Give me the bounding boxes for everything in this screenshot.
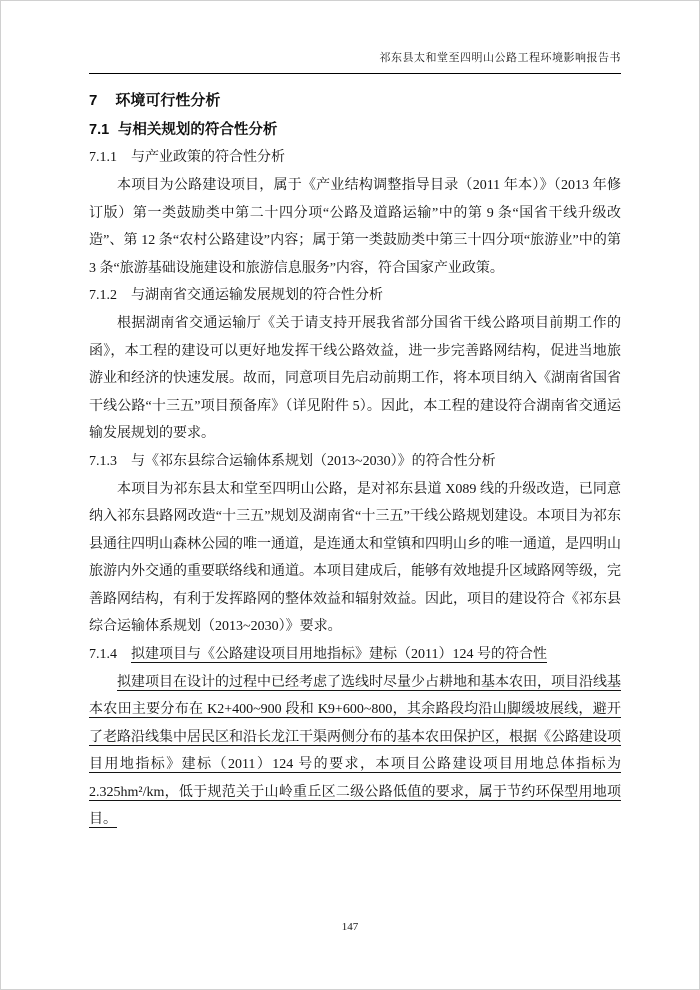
chapter-heading xyxy=(89,88,621,114)
running-doc-title: 祁东县太和堂至四明山公路工程环境影响报告书 xyxy=(379,52,621,64)
subsection-heading-7-1-1 xyxy=(89,144,621,172)
subsection-title: 与《祁东县综合运输体系规划（2013~2030）》的符合性分析 xyxy=(131,453,496,469)
paragraph-7-1-3: 本项目为祁东县太和堂至四明山公路，是对祁东县道 X089 线的升级改造，已同意纳入祁东县路网改造“十三五”规划及湖南省“十三五”干线公路规划建设。本项目为祁东县通往四明山森林公园的唯一通道，是连通太和堂镇和四明山乡的唯一通道，是四明山旅游内外交通的重要联络线和通道。本项目建成后，能够有效地提升区域路网等级，完善路网结构，有利于发挥路网的整体效益和辐射效益。因此，项目的建设符合《祁东县综合运输体系规划（2013~2030）》要求。 xyxy=(89,481,621,634)
subsection-number: 7.1.2 xyxy=(89,288,117,303)
subsection-title: 与产业政策的符合性分析 xyxy=(131,150,285,165)
page-number: 147 xyxy=(341,921,359,933)
subsection-heading-7-1-4 xyxy=(89,641,621,669)
chapter-title: 环境可行性分析 xyxy=(115,92,221,109)
paragraph-7-1-2: 根据湖南省交通运输厅《关于请支持开展我省部分国省干线公路项目前期工作的函》，本工程的建设可以更好地发挥干线公路效益，进一步完善路网结构，促进当地旅游业和经济的快速发展。故而，同意项目先启动前期工作，将本项目纳入《湖南省国省干线公路“十三五”项目预备库》（详见附件 5）。因此，本工程的建设符合湖南省交通运输发展规划的要求。 xyxy=(89,316,621,441)
paragraph-7-1-4: 拟建项目在设计的过程中已经考虑了选线时尽量少占耕地和基本农田，项目沿线基本农田主要分布在 K2+400~900 段和 K9+600~800，其余路段均沿山脚缓坡展线，避开了老路沿线集中居民区和沿长龙江干渠两侧分布的基本农田保护区，根据《公路建设项目用地指标》建标（2011）124 号的要求，本项目公路建设项目用地总体指标为 2.325hm²/km，低于规范关于山岭重丘区二级公路低值的要求，属于节约环保型用地项目。 xyxy=(89,674,621,827)
paragraph-7-1-1: 本项目为公路建设项目，属于《产业结构调整指导目录（2011 年本）》（2013 年修订版）第一类鼓励类中第二十四分项“公路及道路运输”中的第 9 条“国省干线升级改造”、第 12 条“农村公路建设”内容；属于第一类鼓励类中第三十四分项“旅游业”中的第 3 条“旅游基础设施建设和旅游信息服务”内容，符合国家产业政策。 xyxy=(89,178,621,276)
subsection-number: 7.1.3 xyxy=(89,453,117,469)
page-content xyxy=(89,51,621,834)
subsection-title: 拟建项目与《公路建设项目用地指标》建标（2011）124 号的符合性 xyxy=(131,646,547,662)
section-title: 与相关规划的符合性分析 xyxy=(117,122,278,138)
subsection-number: 7.1.1 xyxy=(89,150,117,165)
page-header xyxy=(89,51,621,74)
subsection-number: 7.1.4 xyxy=(89,646,117,662)
section-heading xyxy=(89,116,621,144)
subsection-heading-7-1-2 xyxy=(89,282,621,310)
section-number: 7.1 xyxy=(89,122,110,138)
chapter-number: 7 xyxy=(89,92,98,109)
subsection-title: 与湖南省交通运输发展规划的符合性分析 xyxy=(131,288,383,303)
subsection-heading-7-1-3 xyxy=(89,448,621,476)
